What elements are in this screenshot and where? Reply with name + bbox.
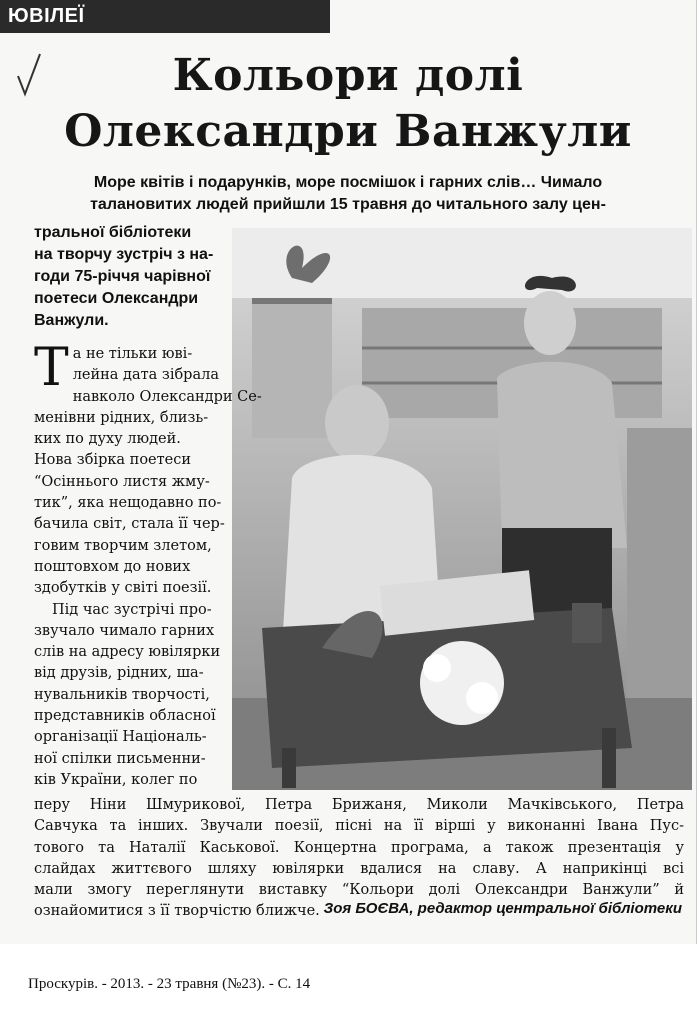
body-line: “Осіннього листя жму- xyxy=(34,473,210,490)
headline-line-1: Кольори долі xyxy=(172,50,524,101)
body-line: тового та Наталії Каськової. Концертна програма, а також презентація у xyxy=(34,839,684,856)
body-line: перу Ніни Шмурикової, Петра Брижаня, Миколи Мачківського, Петра xyxy=(34,797,684,813)
lead-line: поетеси Олександри xyxy=(34,290,199,307)
headline-line-2: Олександри Ванжули xyxy=(64,106,632,157)
body-line: нувальників творчості, xyxy=(34,686,210,703)
lead-paragraph xyxy=(28,172,668,216)
lead-line: Море квітів і подарунків, море посмішок і гарних слів… Чимало xyxy=(93,174,603,191)
source-citation: Проскурів. - 2013. - 23 травня (№23). - С. 14 xyxy=(28,976,311,992)
body-line: тик”, яка нещодавно по- xyxy=(34,495,222,512)
lead-line: на творчу зустріч з на- xyxy=(34,246,214,263)
event-photo xyxy=(232,228,692,790)
rubric-label: ЮВІЛЕЇ xyxy=(0,0,330,33)
dropcap: Т xyxy=(34,338,69,398)
body-line: представників обласної xyxy=(34,708,216,725)
body-line: слайдах життєвого шляху ювілярки вдалися на славу. А наприкінці всі xyxy=(34,860,684,877)
body-line: бачила світ, стала її чер- xyxy=(34,516,225,533)
body-line: говим творчим злетом, xyxy=(34,537,212,554)
body-line: поштовхом до нових xyxy=(34,558,191,575)
body-line: ознайомитися з її творчістю ближче. xyxy=(34,903,320,920)
body-line: ків України, колег по xyxy=(34,771,198,788)
body-line: навколо Олександри Се- xyxy=(72,388,262,405)
body-line: мали змогу переглянути виставку “Кольори долі Олександри Ванжули” й xyxy=(34,882,684,899)
author-byline: Зоя БОЄВА, редактор центральної бібліотеки xyxy=(323,900,682,917)
body-line: ної спілки письменни- xyxy=(34,750,206,767)
lead-line: тральної бібліотеки xyxy=(34,224,192,241)
body-line: менівни рідних, близь- xyxy=(34,409,209,426)
body-line: а не тільки юві- xyxy=(72,346,193,362)
body-line: Савчука та інших. Звучали поезії, пісні на її вірші у виконанні Івана Пус- xyxy=(34,818,684,835)
body-line: слів на адресу ювілярки xyxy=(34,644,221,661)
photo-illustration xyxy=(232,228,692,790)
body-line: звучало чимало гарних xyxy=(34,622,215,639)
body-column xyxy=(34,338,262,791)
body-line: Нова збірка поетеси xyxy=(34,452,192,469)
lead-line: Ванжули. xyxy=(34,312,109,329)
body-line: ких по духу людей. xyxy=(34,431,181,448)
lead-line: талановитих людей прийшли 15 травня до читального залу цен- xyxy=(90,196,606,213)
body-line: організації Національ- xyxy=(34,729,207,746)
lead-column xyxy=(34,222,234,332)
body-line: від друзів, рідних, ша- xyxy=(34,665,204,682)
body-line: Під час зустрічі про- xyxy=(52,601,212,618)
body-line: здобутків у світі поезії. xyxy=(34,580,212,597)
lead-line: годи 75-річчя чарівної xyxy=(34,268,211,285)
body-line: лейна дата зібрала xyxy=(72,367,219,384)
